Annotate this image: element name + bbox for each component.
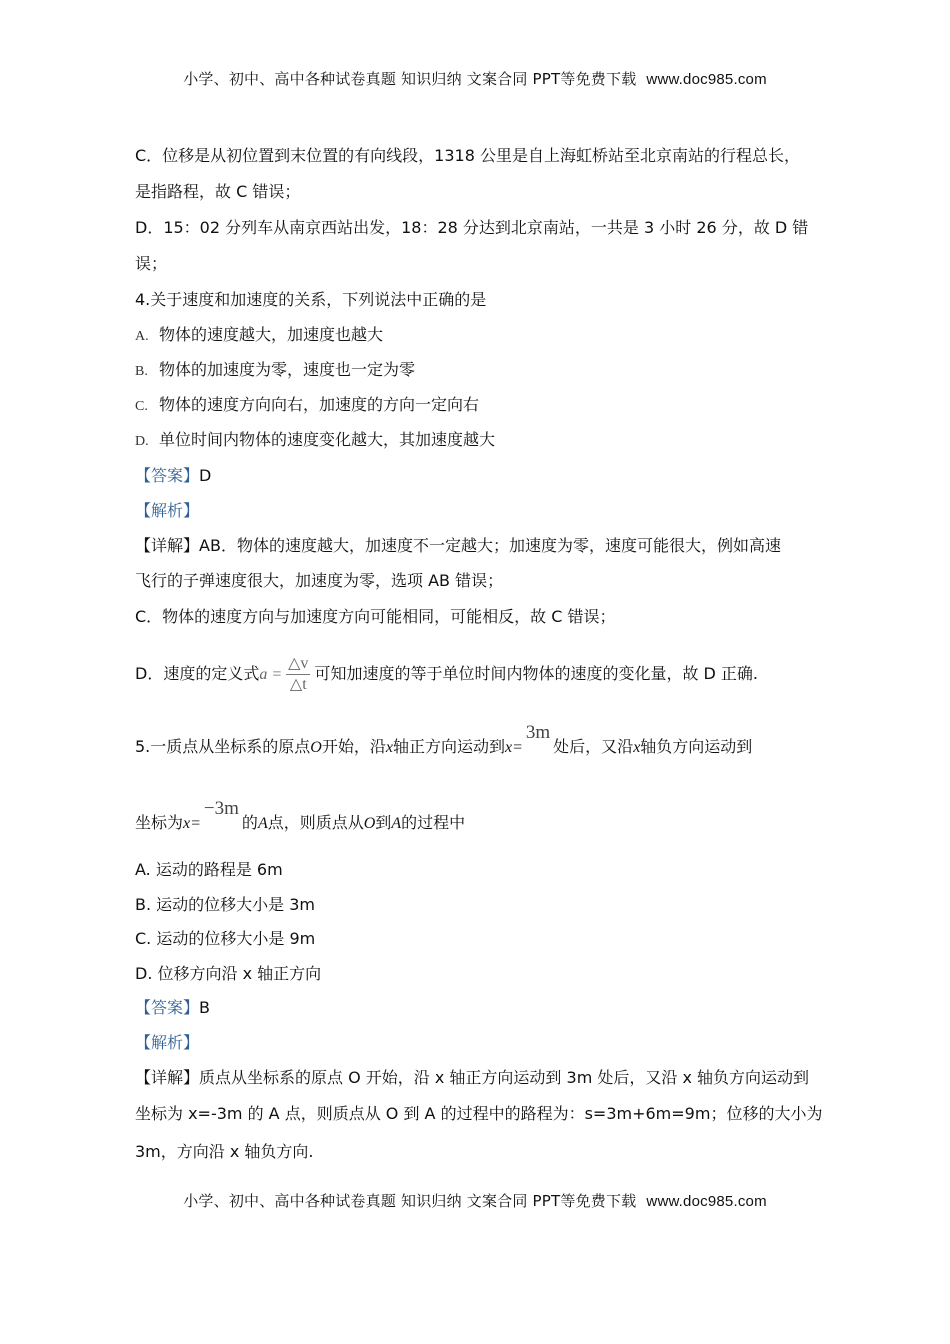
- answer-value: B: [199, 998, 210, 1017]
- q3-d-line2: 误；: [135, 254, 168, 273]
- option-letter: B.: [135, 364, 148, 379]
- stem-text: 到: [375, 813, 392, 832]
- q5-option-c: [135, 929, 830, 949]
- stem-text: 坐标为: [135, 813, 184, 832]
- stem-text: 的: [241, 813, 258, 832]
- q4-detail-line4: [135, 645, 830, 704]
- option-text: 单位时间内物体的速度变化越大，其加速度越大: [159, 430, 496, 449]
- option-letter: B.: [135, 895, 152, 914]
- q5-stem-line2: [135, 798, 830, 834]
- answer-value: D: [199, 466, 212, 485]
- option-letter: A.: [135, 329, 149, 344]
- q5-answer: [135, 998, 830, 1018]
- x-axis-symbol: x: [385, 739, 393, 756]
- stem-text: 开始，沿: [321, 737, 386, 756]
- footer-text: 小学、初中、高中各种试卷真题 知识归纳 文案合同 PPT等免费下载: [183, 1192, 637, 1210]
- q5-option-d: [135, 964, 830, 984]
- q4-analysis: [135, 501, 830, 521]
- q4-stem: 4.关于速度和加速度的关系，下列说法中正确的是: [135, 290, 487, 309]
- fraction-denominator: △t: [289, 676, 307, 693]
- answer-tag: 【答案】: [135, 466, 200, 485]
- stem-text: 的过程中: [401, 813, 466, 832]
- option-letter: D.: [135, 434, 149, 449]
- position-value-3m: 3m: [525, 722, 551, 743]
- fraction-numerator: △v: [286, 654, 310, 675]
- x-axis-symbol: x: [633, 739, 641, 756]
- detail-tag: 【详解】: [135, 1068, 200, 1087]
- q5-detail-line3: 3m，方向沿 x 轴负方向.: [135, 1142, 314, 1161]
- analysis-tag: 【解析】: [135, 1033, 200, 1052]
- option-text: 位移方向沿 x 轴正方向: [157, 964, 322, 983]
- q4-detail-line1: [135, 536, 830, 556]
- q4-option-b: [135, 360, 830, 382]
- page-header: [0, 68, 950, 89]
- option-letter: D.: [135, 964, 153, 983]
- option-letter: C.: [135, 929, 152, 948]
- q5-option-a: [135, 860, 830, 880]
- detail-text: AB．物体的速度越大，加速度不一定越大；加速度为零，速度可能很大，例如高速: [199, 536, 781, 555]
- position-value-neg3m: −3m: [203, 798, 239, 819]
- q4-detail-line2: 飞行的子弹速度很大，加速度为零，选项 AB 错误；: [135, 571, 504, 590]
- q3-c-line1: C．位移是从初位置到末位置的有向线段，1318 公里是自上海虹桥站至北京南站的行程总长，: [135, 146, 800, 165]
- origin-symbol: O: [310, 739, 322, 756]
- detail-text: 质点从坐标系的原点 O 开始，沿 x 轴正方向运动到 3m 处后，又沿 x 轴负方向运动到: [199, 1068, 810, 1087]
- q3-d-line1: D．15：02 分列车从南京西站出发，18：28 分达到北京南站，一共是 3 小时 26 分，故 D 错: [135, 218, 809, 237]
- stem-text: 5.一质点从坐标系的原点: [135, 737, 311, 756]
- q5-detail-line1: [135, 1068, 830, 1088]
- q3-c-line2: 是指路程，故 C 错误；: [135, 182, 301, 201]
- q4-option-d: [135, 430, 830, 452]
- header-site-link[interactable]: www.doc985.com: [646, 71, 767, 88]
- point-a-symbol: A: [257, 815, 268, 832]
- stem-text: 处后，又沿: [553, 737, 634, 756]
- formula-lhs: a =: [259, 666, 283, 683]
- q5-analysis: [135, 1033, 830, 1053]
- option-letter: A.: [135, 860, 151, 879]
- detail-tag: 【详解】: [135, 536, 200, 555]
- q4-option-a: [135, 325, 830, 347]
- option-text: 物体的速度方向向右，加速度的方向一定向右: [159, 395, 480, 414]
- header-text: 小学、初中、高中各种试卷真题 知识归纳 文案合同 PPT等免费下载: [183, 70, 637, 88]
- q5-stem-line1: [135, 722, 830, 758]
- detail-prefix: D．速度的定义式: [135, 664, 260, 683]
- q4-option-c: [135, 395, 830, 417]
- option-text: 物体的速度越大，加速度也越大: [159, 325, 384, 344]
- velocity-fraction: [286, 654, 310, 695]
- q4-detail-line3: C．物体的速度方向与加速度方向可能相同，可能相反，故 C 错误；: [135, 607, 616, 626]
- option-text: 运动的位移大小是 3m: [156, 895, 316, 914]
- option-text: 物体的加速度为零，速度也一定为零: [159, 360, 416, 379]
- page-footer: [0, 1190, 950, 1211]
- x-equals: x=: [504, 739, 523, 756]
- origin-symbol: O: [363, 815, 376, 832]
- x-equals: x=: [183, 815, 201, 832]
- stem-text: 轴正方向运动到: [392, 737, 505, 756]
- detail-suffix: 可知加速度的等于单位时间内物体的速度的变化量，故 D 正确.: [314, 664, 759, 683]
- q4-answer: [135, 466, 830, 486]
- option-letter: C.: [135, 399, 148, 414]
- q5-detail-line2: 坐标为 x=-3m 的 A 点，则质点从 O 到 A 的过程中的路程为：s=3m+6m=9m；位移的大小为: [135, 1104, 823, 1123]
- stem-text: 点，则质点从: [267, 813, 364, 832]
- answer-tag: 【答案】: [135, 998, 200, 1017]
- q5-option-b: [135, 895, 830, 915]
- option-text: 运动的位移大小是 9m: [156, 929, 316, 948]
- stem-text: 轴负方向运动到: [640, 737, 753, 756]
- option-text: 运动的路程是 6m: [155, 860, 283, 879]
- point-a-symbol: A: [391, 815, 402, 832]
- footer-site-link[interactable]: www.doc985.com: [646, 1193, 767, 1210]
- analysis-tag: 【解析】: [135, 501, 200, 520]
